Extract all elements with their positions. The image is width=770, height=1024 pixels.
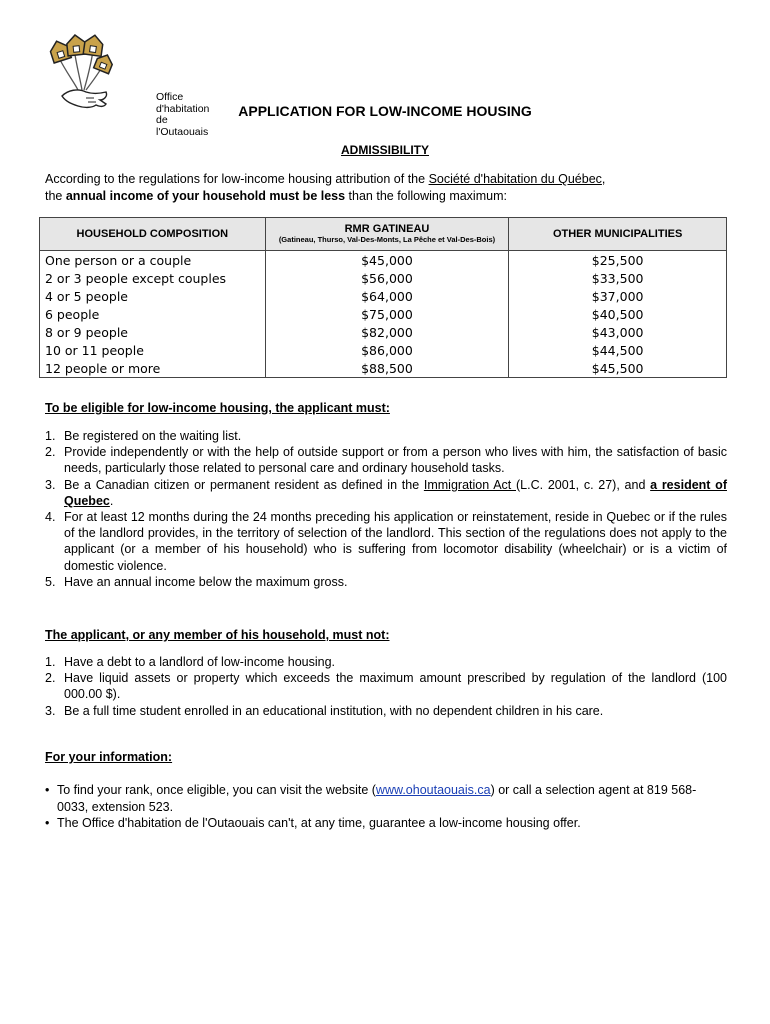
table-row	[40, 341, 727, 359]
organization-logo	[44, 34, 210, 138]
cell-other: $33,500	[509, 269, 727, 287]
list-item	[45, 477, 727, 509]
table-row	[40, 323, 727, 341]
intro-paragraph	[45, 171, 735, 205]
info-text: ) or call a selection agent at 819 568-0033, extension 523.	[57, 783, 697, 814]
cell-label: 4 or 5 people	[40, 287, 266, 305]
table-row	[40, 287, 727, 305]
info-list	[45, 782, 705, 832]
page-title: APPLICATION FOR LOW-INCOME HOUSING	[238, 103, 532, 119]
intro-text-2: ,	[601, 172, 606, 186]
cell-label: 12 people or more	[40, 359, 266, 378]
cell-other: $44,500	[509, 341, 727, 359]
item-text: Be a Canadian citizen or permanent resident as defined in the	[64, 477, 424, 492]
intro-text-3: the	[45, 189, 66, 203]
item-number: 3.	[45, 477, 56, 492]
list-item	[45, 782, 705, 815]
list-item	[45, 654, 727, 670]
cell-other: $40,500	[509, 305, 727, 323]
cell-label: 6 people	[40, 305, 266, 323]
header-household-composition: HOUSEHOLD COMPOSITION	[40, 218, 266, 251]
cell-other: $37,000	[509, 287, 727, 305]
logo-line-2: d'habitation	[156, 102, 210, 115]
list-item	[45, 428, 727, 444]
bullet-icon: •	[45, 816, 50, 830]
item-number: 5.	[45, 574, 56, 589]
list-item	[45, 509, 727, 574]
item-text: (L.C. 2001, c. 27), and	[516, 477, 651, 492]
item-text: Have liquid assets or property which exceeds the maximum amount prescribed by regulation of the landlord (100 000.00 $).	[64, 671, 727, 702]
section-subtitle: ADMISSIBILITY	[340, 143, 429, 157]
cell-other: $45,500	[509, 359, 727, 378]
list-item	[45, 815, 705, 832]
header-rmr-title: RMR GATINEAU	[344, 223, 430, 235]
cell-other: $43,000	[509, 323, 727, 341]
info-text: The Office d'habitation de l'Outaouais can't, at any time, guarantee a low-income housing offer.	[57, 816, 581, 830]
item-text: Be registered on the waiting list.	[64, 429, 242, 443]
cell-rmr: $86,000	[265, 341, 509, 359]
table-row	[40, 359, 727, 378]
cell-rmr: $56,000	[265, 269, 509, 287]
intro-text-4: than the following maximum:	[345, 189, 507, 203]
list-item	[45, 670, 727, 702]
cell-rmr: $64,000	[265, 287, 509, 305]
list-item	[45, 444, 727, 476]
cell-rmr: $82,000	[265, 323, 509, 341]
header-rmr-subtitle: (Gatineau, Thurso, Val-Des-Monts, La Pêche et Val-Des-Bois)	[278, 235, 496, 244]
list-item	[45, 703, 727, 719]
list-item	[45, 574, 727, 590]
item-number: 2.	[45, 671, 56, 686]
item-number: 1.	[45, 429, 56, 443]
item-number: 2.	[45, 445, 56, 460]
cell-label: 10 or 11 people	[40, 341, 266, 359]
resident-of-quebec: a resident of Quebec	[64, 477, 727, 508]
cell-label: 8 or 9 people	[40, 323, 266, 341]
eligibility-heading: To be eligible for low-income housing, the applicant must:	[45, 401, 390, 415]
cell-rmr: $88,500	[265, 359, 509, 378]
bullet-icon: •	[45, 783, 50, 797]
info-text: To find your rank, once eligible, you can visit the website (	[57, 783, 376, 797]
cell-rmr: $75,000	[265, 305, 509, 323]
intro-organization: Société d'habitation du Québec	[428, 172, 602, 186]
header-other-municipalities: OTHER MUNICIPALITIES	[509, 218, 727, 251]
logo-line-3: de l'Outaouais	[156, 114, 209, 138]
restrictions-list	[45, 654, 727, 719]
info-heading: For your information:	[45, 750, 173, 764]
eligibility-list	[45, 428, 727, 590]
item-number: 4.	[45, 510, 56, 525]
table-row	[40, 269, 727, 287]
income-table	[39, 217, 727, 378]
item-text: Have a debt to a landlord of low-income housing.	[64, 655, 335, 669]
item-text: For at least 12 months during the 24 months preceding his application or reinstatement, reside in Quebec or if the rules of the landlord provides, in the territory of selection of the landlord. This section of the regulations does not apply to the applicant (or a member of his household) who is suffering from locomotor disability (wheelchair) or is a victim of domestic violence.	[64, 510, 727, 573]
item-text: Provide independently or with the help of outside support or from a person who lives with him, the satisfaction of basic needs, particularly those related to personal care and ordinary household tasks.	[64, 445, 727, 476]
header-rmr-gatineau	[265, 218, 509, 251]
restrictions-heading: The applicant, or any member of his household, must not:	[45, 628, 390, 642]
logo-line-1: Office	[156, 91, 184, 103]
immigration-act-reference: Immigration Act	[423, 477, 516, 492]
table-row	[40, 305, 727, 323]
item-text: Have an annual income below the maximum gross.	[64, 574, 348, 589]
cell-rmr: $45,000	[265, 251, 509, 270]
cell-label: One person or a couple	[40, 251, 266, 270]
cell-other: $25,500	[509, 251, 727, 270]
item-number: 1.	[45, 655, 56, 669]
item-text: Be a full time student enrolled in an educational institution, with no dependent children in his care.	[64, 703, 604, 718]
table-row	[40, 251, 727, 270]
item-text: .	[109, 493, 114, 508]
intro-text-1: According to the regulations for low-income housing attribution of the	[45, 172, 429, 186]
cell-label: 2 or 3 people except couples	[40, 269, 266, 287]
intro-bold: annual income of your household must be less	[65, 189, 346, 203]
table-header-row	[40, 218, 727, 251]
website-link[interactable]: www.ohoutaouais.ca	[375, 783, 491, 797]
item-number: 3.	[45, 703, 56, 718]
